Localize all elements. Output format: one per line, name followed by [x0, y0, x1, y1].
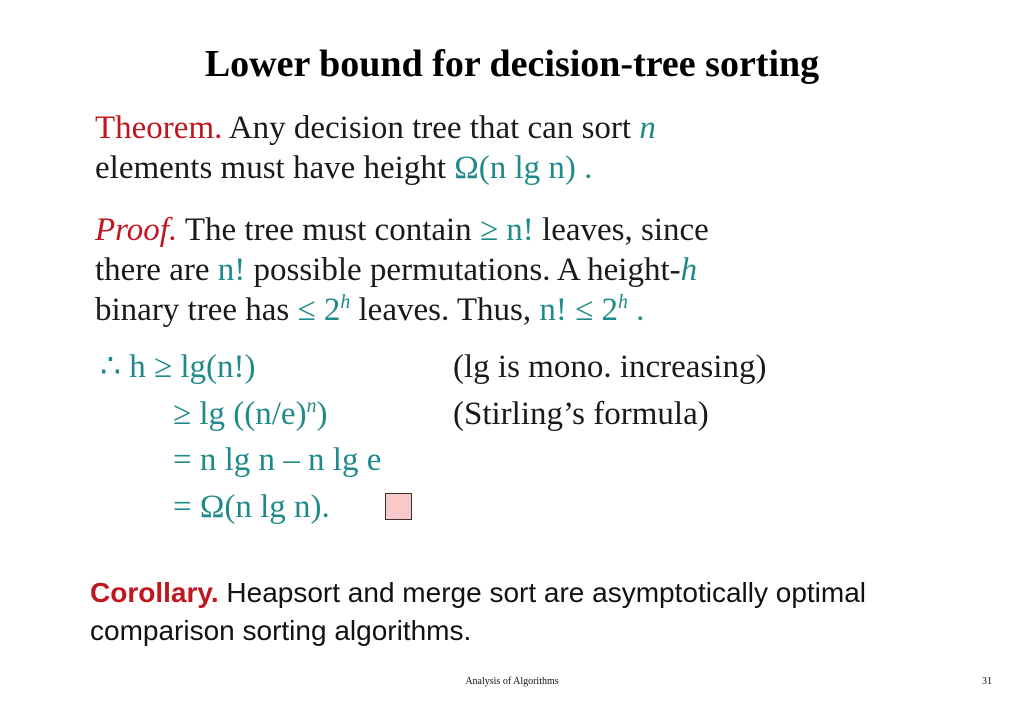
footer-title: Analysis of Algorithms — [465, 676, 559, 687]
derivation-row-3 — [173, 440, 381, 480]
theorem-line-2 — [95, 148, 656, 188]
derivation-note-1: (lg is mono. increasing) — [453, 349, 767, 385]
theorem-label: Theorem. — [95, 110, 223, 146]
proof-text-2b: possible permutations. A height- — [253, 252, 681, 288]
proof-expr-3b-base: n! ≤ 2 — [539, 292, 618, 328]
proof-text-3b: leaves. Thus, — [358, 292, 532, 328]
proof-expr-1: ≥ n! — [479, 212, 534, 248]
proof-line-3 — [95, 290, 709, 330]
qed-box — [385, 493, 412, 520]
page-number: 31 — [982, 676, 992, 687]
derivation-row-2 — [173, 394, 327, 434]
proof-expr-2: n! — [217, 252, 246, 288]
derivation-lhs-3: = n lg n – n lg e — [173, 442, 382, 478]
derivation-note-2: (Stirling’s formula) — [453, 396, 709, 432]
proof-period: . — [636, 292, 645, 328]
proof-expr-3-sup: h — [340, 291, 351, 313]
theorem-line-1 — [95, 108, 656, 148]
corollary-text: Heapsort and merge sort are asymptotically optimal comparison sorting algorithms. — [90, 577, 867, 646]
theorem-period: . — [584, 150, 593, 186]
theorem-var-n: n — [639, 110, 656, 146]
theorem-block — [95, 108, 656, 188]
derivation-lhs-4-end: . — [321, 489, 330, 525]
slide-title: Lower bound for decision-tree sorting — [204, 43, 820, 85]
derivation-lhs-2: ≥ lg ((n/e) — [173, 396, 307, 432]
proof-text-2a: there are — [95, 252, 210, 288]
proof-text-3a: binary tree has — [95, 292, 290, 328]
proof-expr-3-base: ≤ 2 — [297, 292, 341, 328]
proof-line-2 — [95, 250, 709, 290]
derivation-row-1 — [100, 347, 256, 387]
proof-var-h: h — [680, 252, 698, 288]
corollary-label: Corollary. — [90, 577, 219, 608]
proof-expr-3b — [539, 292, 628, 328]
proof-expr-3b-sup: h — [617, 291, 628, 313]
derivation-row-4 — [173, 487, 330, 527]
proof-block — [95, 210, 709, 330]
proof-expr-3 — [298, 292, 351, 328]
derivation-lhs-4: = Ω(n lg n) — [173, 489, 322, 525]
proof-text-1a: The tree must contain — [184, 212, 472, 248]
proof-label: Proof. — [95, 212, 178, 248]
derivation-lhs-2-end: ) — [316, 396, 328, 432]
theorem-text-2: elements must have height — [95, 150, 446, 186]
theorem-text-1: Any decision tree that can sort — [228, 110, 632, 146]
corollary-block — [90, 574, 890, 650]
proof-text-1b: leaves, since — [542, 212, 709, 248]
derivation-sup-2: n — [306, 395, 317, 417]
proof-line-1 — [95, 210, 709, 250]
theorem-expr: Ω(n lg n) — [454, 150, 576, 186]
derivation-lhs-1: ∴ h ≥ lg(n!) — [100, 349, 256, 385]
